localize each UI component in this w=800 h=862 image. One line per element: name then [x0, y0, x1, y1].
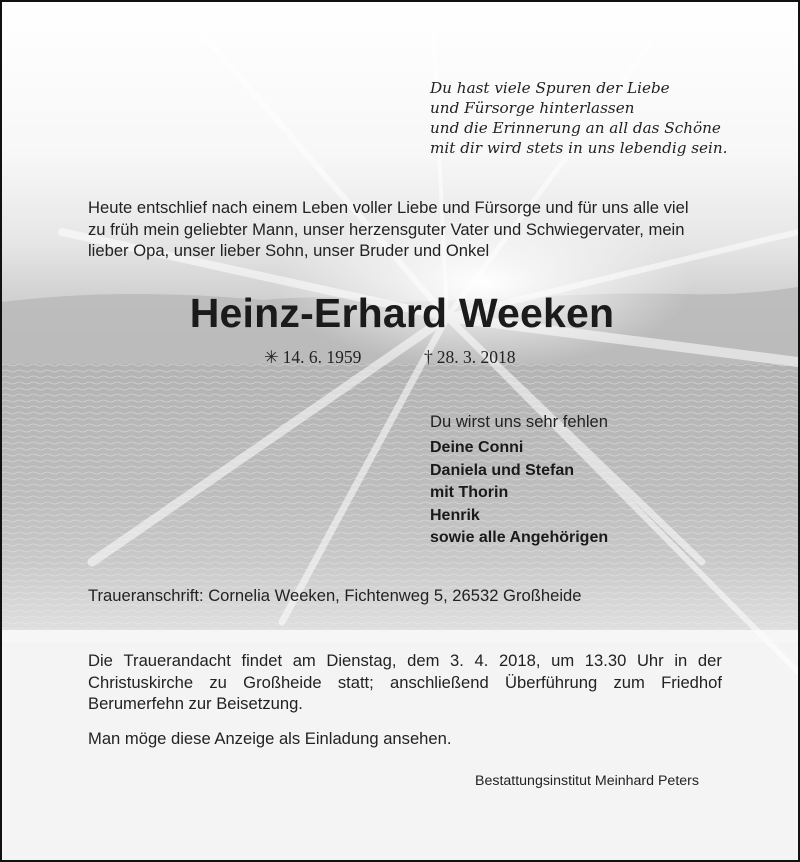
service-word: 3. — [450, 651, 464, 670]
birth-date — [264, 347, 361, 367]
life-dates — [264, 347, 584, 368]
mourner-name: mit Thorin — [430, 484, 509, 501]
service-word: zu — [209, 672, 227, 692]
service-word: in — [674, 651, 688, 670]
service-word: Die — [88, 651, 113, 670]
service-line — [88, 650, 722, 672]
service-info — [88, 650, 722, 715]
death-date — [424, 347, 516, 368]
service-word: zum — [613, 672, 645, 692]
service-word: um — [551, 651, 575, 670]
mourner-name: sowie alle Angehörigen — [430, 529, 609, 546]
poem — [430, 78, 770, 158]
service-word: Uhr — [636, 651, 664, 670]
mourning-address: Traueranschrift: Cornelia Weeken, Fichtenweg 5, 26532 Großheide — [88, 586, 582, 605]
service-word: Friedhof — [661, 672, 722, 692]
intro-line: zu früh mein geliebter Mann, unser herzensguter Vater und Schwiegervater, mein — [88, 219, 685, 239]
deceased-name: Heinz-Erhard Weeken — [189, 290, 615, 336]
service-word: anschließend — [390, 672, 489, 692]
service-word: Christuskirche — [88, 672, 194, 692]
poem-line: Du hast viele Spuren der Liebe — [430, 79, 670, 97]
service-word: am — [292, 651, 316, 670]
service-word: Dienstag, — [326, 651, 397, 670]
service-word: 4. — [474, 651, 489, 670]
intro-text — [88, 197, 728, 262]
mourners-list — [430, 437, 608, 550]
service-word: Trauerandacht — [123, 651, 231, 670]
mourners-intro: Du wirst uns sehr fehlen — [430, 412, 609, 431]
mourner-name: Henrik — [430, 506, 480, 524]
birth-star-icon: ✳ — [264, 347, 279, 367]
death-date-value: 28. 3. 2018 — [436, 347, 516, 367]
service-word: Überführung — [505, 672, 598, 692]
service-word: 2018, — [498, 651, 541, 670]
poem-line: und die Erinnerung an all das Schöne — [430, 119, 721, 137]
intro-line: Heute entschlief nach einem Leben voller Liebe und Fürsorge und für uns alle viel — [88, 198, 689, 217]
poem-line: und Fürsorge hinterlassen — [430, 99, 635, 117]
birth-date-value: 14. 6. 1959 — [282, 347, 362, 367]
mourner-name: Daniela und Stefan — [430, 461, 575, 479]
invitation-note: Man möge diese Anzeige als Einladung ansehen. — [88, 729, 452, 748]
intro-line: lieber Opa, unser lieber Sohn, unser Bruder und Onkel — [88, 241, 490, 260]
service-word: statt; — [337, 672, 374, 692]
poem-line: mit dir wird stets in uns lebendig sein. — [430, 139, 728, 157]
service-line: Berumerfehn zur Beisetzung. — [88, 694, 303, 713]
mourner-name: Deine Conni — [430, 439, 524, 456]
undertaker-name: Bestattungsinstitut Meinhard Peters — [475, 773, 699, 789]
service-word: 13.30 — [584, 651, 627, 670]
service-word: der — [697, 651, 722, 670]
service-word: dem — [407, 651, 440, 670]
service-line — [88, 672, 722, 694]
death-cross-icon: † — [424, 347, 433, 367]
service-word: findet — [241, 651, 283, 670]
service-word: Großheide — [243, 672, 322, 692]
